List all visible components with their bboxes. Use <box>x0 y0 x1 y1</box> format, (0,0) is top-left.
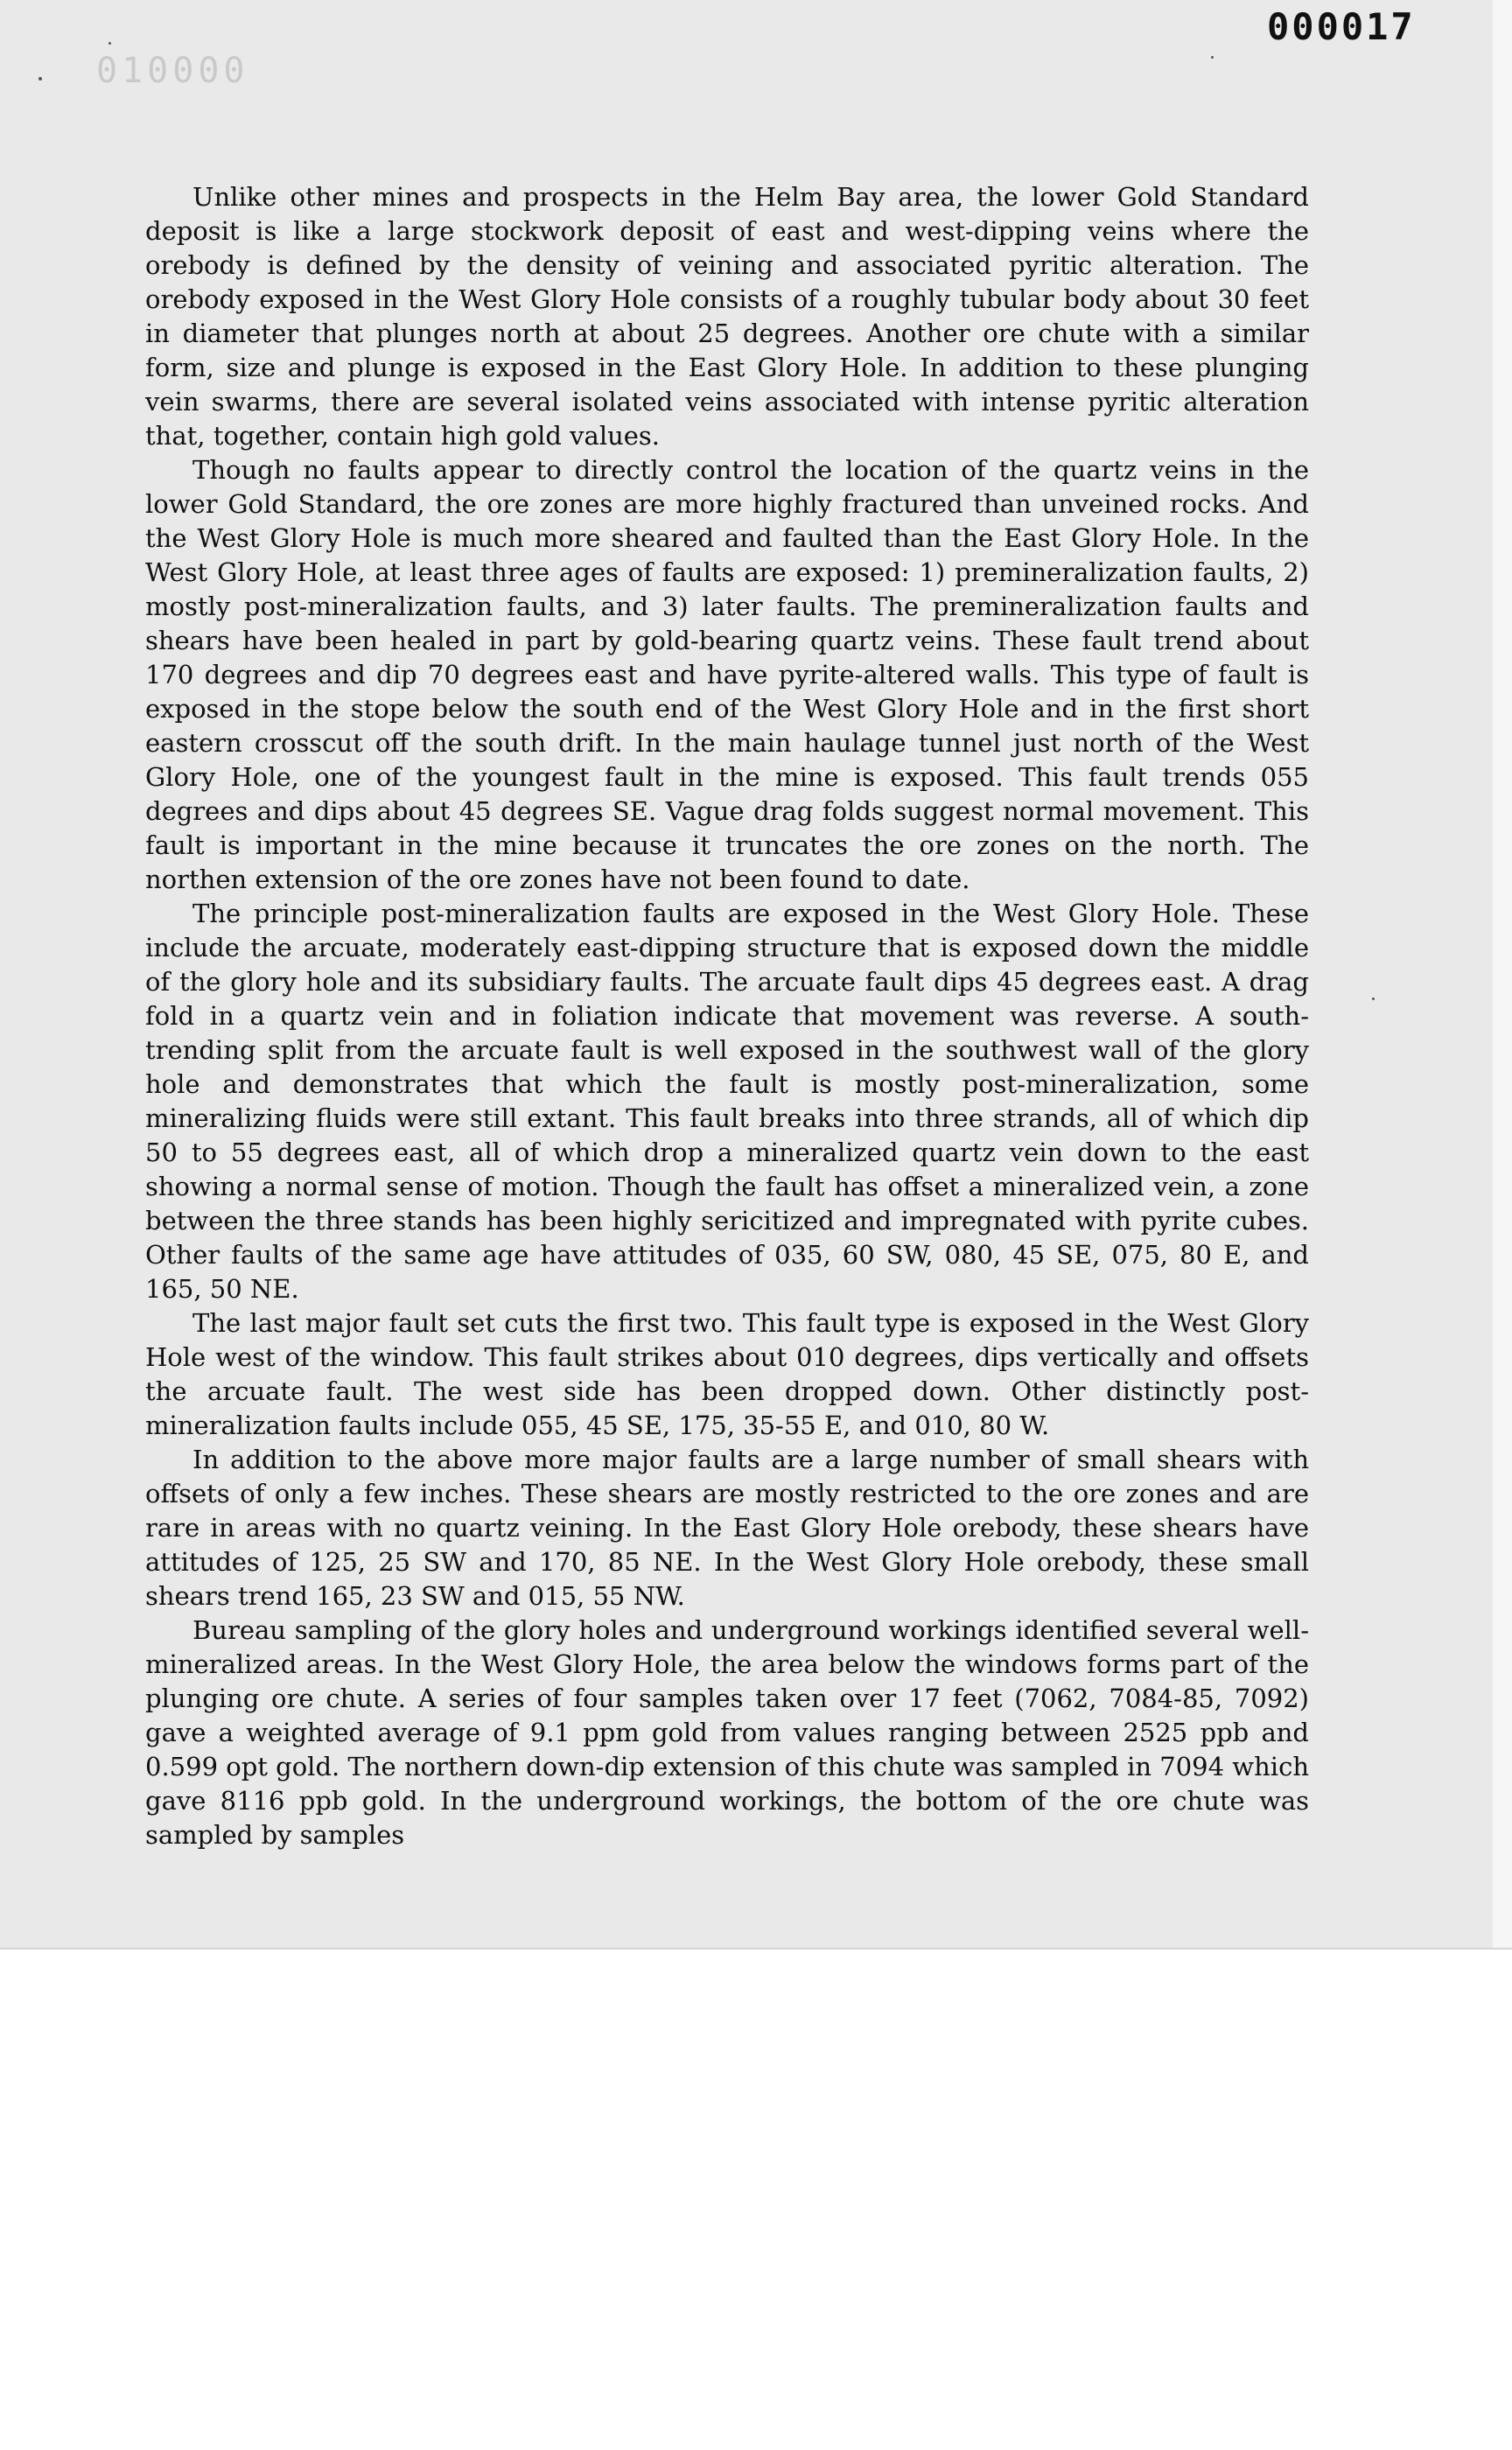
paragraph-faults: Though no faults appear to directly control the location of the quartz veins in the lower Gold Standard, the ore zones are more highly fractured than unveined rocks. And the West Glory Hole is much more sheared and faulted than the East Glory Hole. In the West Glory Hole, at least three ages of faults are exposed: 1) premineralization faults, 2) mostly post-mineralization faults, and 3) later faults. The premineralization faults and shears have been healed in part by gold-bearing quartz veins. These fault trend about 170 degrees and dip 70 degrees east and have pyrite-altered walls. This type of fault is exposed in the stope below the south end of the West Glory Hole and in the first short eastern crosscut off the south drift. In the main haulage tunnel just north of the West Glory Hole, one of the youngest fault in the mine is exposed. This fault trends 055 degrees and dips about 45 degrees SE. Vague drag folds suggest normal movement. This fault is important in the mine because it truncates the ore zones on the north. The northen extension of the ore zones have not been found to date. <box>145 455 1309 894</box>
paragraph-small-shears: In addition to the above more major faults are a large number of small shears with offsets of only a few inches. These shears are mostly restricted to the ore zones and are rare in areas with no quartz veining. In the East Glory Hole orebody, these shears have attitudes of 125, 25 SW and 170, 85 NE. In the West Glory Hole orebody, these small shears trend 165, 23 SW and 015, 55 NW. <box>145 1445 1309 1611</box>
paragraph-post-mineralization: The principle post-mineralization faults are exposed in the West Glory Hole. These include the arcuate, moderately east-dipping structure that is exposed down the middle of the glory hole and its subsidiary faults. The arcuate fault dips 45 degrees east. A drag fold in a quartz vein and in foliation indicate that movement was reverse. A south-trending split from the arcuate fault is well exposed in the southwest wall of the glory hole and demonstrates that which the fault is mostly post-mineralization, some mineralizing fluids were still extant. This fault breaks into three strands, all of which dip 50 to 55 degrees east, all of which drop a mineralized quartz vein down to the east showing a normal sense of motion. Though the fault has offset a mineralized vein, a zone between the three stands has been highly sericitized and impregnated with pyrite cubes. Other faults of the same age have attitudes of 035, 60 SW, 080, 45 SE, 075, 80 E, and 165, 50 NE. <box>145 899 1309 1304</box>
document-body <box>145 180 1309 1852</box>
scan-speck <box>1372 998 1375 1000</box>
scan-speck <box>38 77 42 80</box>
scan-edge <box>1493 0 1512 1948</box>
paragraph-bureau-sampling: Bureau sampling of the glory holes and underground workings identified several well-mineralized areas. In the West Glory Hole, the area below the windows forms part of the plunging ore chute. A series of four samples taken over 17 feet (7062, 7084-85, 7092) gave a weighted average of 9.1 ppm gold from values ranging between 2525 ppb and 0.599 opt gold. The northern down-dip extension of this chute was sampled in 7094 which gave 8116 ppb gold. In the underground workings, the bottom of the ore chute was sampled by samples <box>145 1615 1309 1850</box>
paragraph-orebody: Unlike other mines and prospects in the Helm Bay area, the lower Gold Standard deposit is like a large stockwork deposit of east and west-dipping veins where the orebody is defined by the density of veining and associated pyritic alteration. The orebody exposed in the West Glory Hole consists of a roughly tubular body about 30 feet in diameter that plunges north at about 25 degrees. Another ore chute with a similar form, size and plunge is exposed in the East Glory Hole. In addition to these plunging vein swarms, there are several isolated veins associated with intense pyritic alteration that, together, contain high gold values. <box>145 182 1309 451</box>
scan-speck <box>108 42 111 45</box>
scan-speck <box>1211 56 1214 59</box>
faint-stamp-number: 010000 <box>96 51 249 91</box>
page-number: 000017 <box>1267 5 1416 48</box>
paragraph-last-fault-set: The last major fault set cuts the first two. This fault type is exposed in the West Glory Hole west of the window. This fault strikes about 010 degrees, dips vertically and offsets the arcuate fault. The west side has been dropped down. Other distinctly post-mineralization faults include 055, 45 SE, 175, 35-55 E, and 010, 80 W. <box>145 1308 1309 1440</box>
